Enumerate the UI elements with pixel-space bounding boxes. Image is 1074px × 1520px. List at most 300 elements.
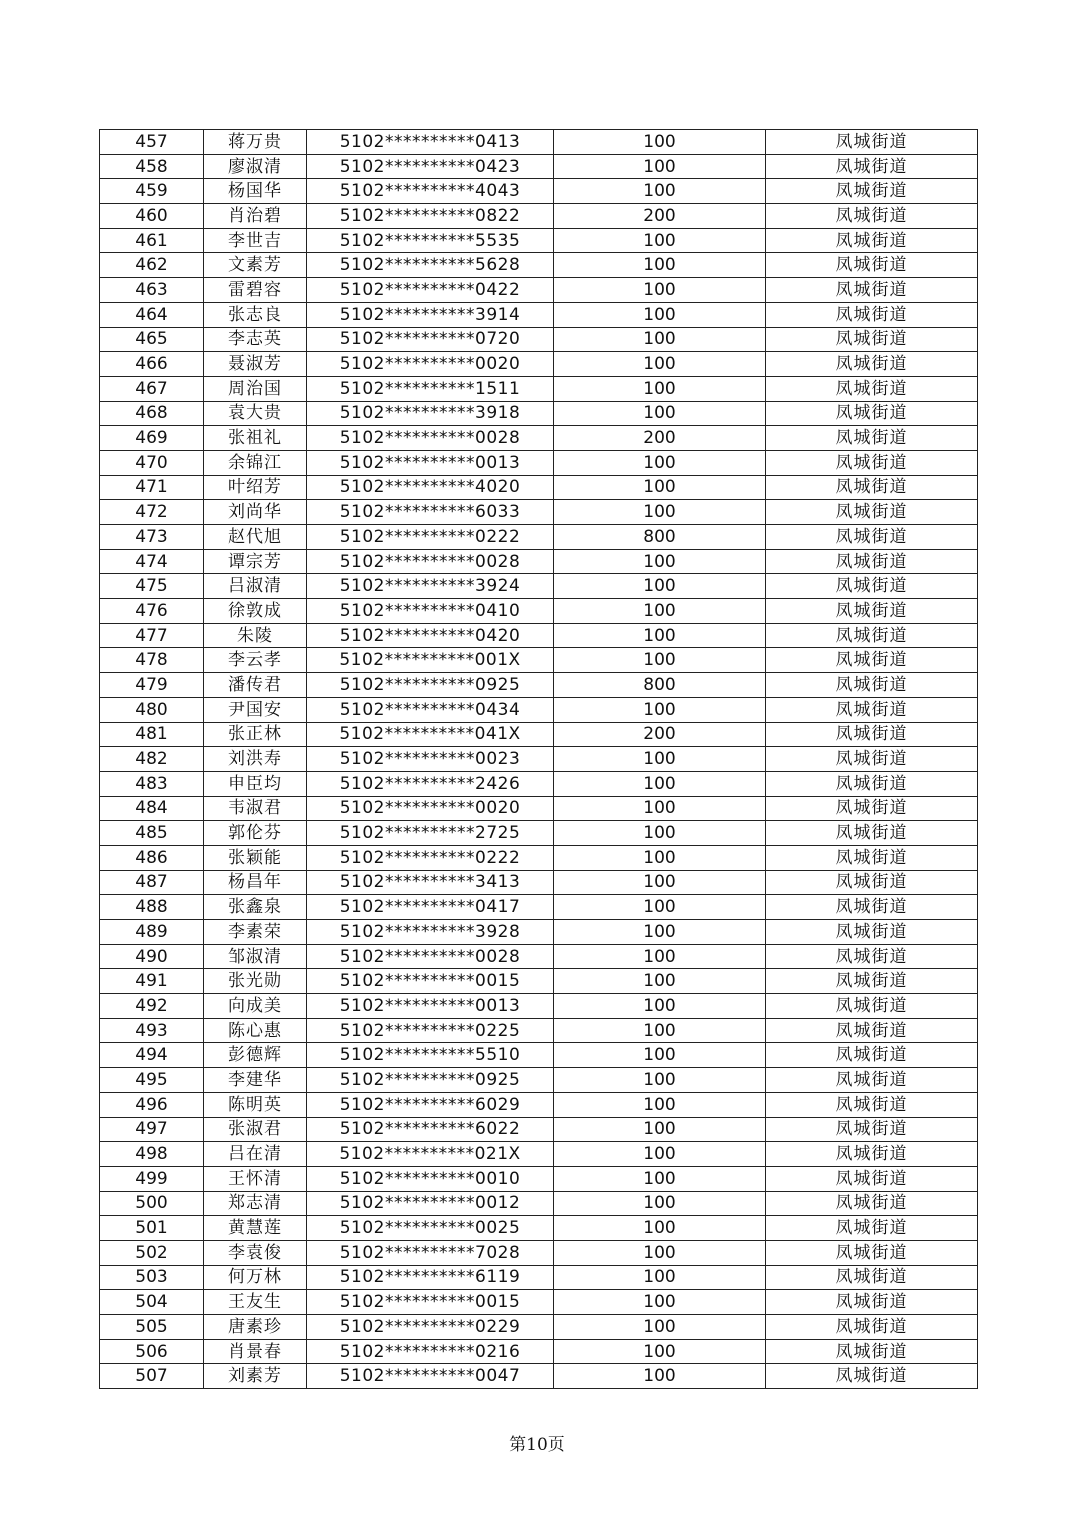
row-number-cell: 476: [100, 599, 204, 624]
id-number-cell: 5102**********0013: [307, 994, 554, 1019]
name-cell: 张鑫泉: [204, 895, 307, 920]
id-number-cell: 5102**********2725: [307, 821, 554, 846]
amount-cell: 100: [554, 920, 766, 945]
row-number-cell: 463: [100, 278, 204, 303]
area-cell: 凤城街道: [766, 130, 978, 155]
area-cell: 凤城街道: [766, 944, 978, 969]
table-row: [100, 648, 978, 673]
id-number-cell: 5102**********0720: [307, 327, 554, 352]
table-row: [100, 1339, 978, 1364]
row-number-cell: 457: [100, 130, 204, 155]
table-row: [100, 845, 978, 870]
amount-cell: 100: [554, 1018, 766, 1043]
row-number-cell: 495: [100, 1068, 204, 1093]
table-row: [100, 920, 978, 945]
table-row: [100, 1166, 978, 1191]
row-number-cell: 497: [100, 1117, 204, 1142]
row-number-cell: 461: [100, 228, 204, 253]
name-cell: 李素荣: [204, 920, 307, 945]
name-cell: 邹淑清: [204, 944, 307, 969]
amount-cell: 100: [554, 895, 766, 920]
id-number-cell: 5102**********0822: [307, 204, 554, 229]
name-cell: 陈心惠: [204, 1018, 307, 1043]
name-cell: 徐敦成: [204, 599, 307, 624]
amount-cell: 100: [554, 1142, 766, 1167]
area-cell: 凤城街道: [766, 1018, 978, 1043]
name-cell: 余锦江: [204, 450, 307, 475]
area-cell: 凤城街道: [766, 1068, 978, 1093]
id-number-cell: 5102**********1511: [307, 376, 554, 401]
name-cell: 李袁俊: [204, 1240, 307, 1265]
name-cell: 肖治碧: [204, 204, 307, 229]
amount-cell: 100: [554, 771, 766, 796]
area-cell: 凤城街道: [766, 1339, 978, 1364]
area-cell: 凤城街道: [766, 1265, 978, 1290]
table-row: [100, 1265, 978, 1290]
row-number-cell: 462: [100, 253, 204, 278]
name-cell: 陈明英: [204, 1092, 307, 1117]
name-cell: 张正林: [204, 722, 307, 747]
amount-cell: 100: [554, 1216, 766, 1241]
area-cell: 凤城街道: [766, 376, 978, 401]
amount-cell: 100: [554, 1092, 766, 1117]
table-row: [100, 426, 978, 451]
name-cell: 叶绍芳: [204, 475, 307, 500]
amount-cell: 100: [554, 870, 766, 895]
id-number-cell: 5102**********0025: [307, 1216, 554, 1241]
name-cell: 杨昌年: [204, 870, 307, 895]
area-cell: 凤城街道: [766, 450, 978, 475]
table-row: [100, 352, 978, 377]
name-cell: 谭宗芳: [204, 549, 307, 574]
name-cell: 李世吉: [204, 228, 307, 253]
row-number-cell: 488: [100, 895, 204, 920]
id-number-cell: 5102**********0047: [307, 1364, 554, 1389]
row-number-cell: 486: [100, 845, 204, 870]
amount-cell: 100: [554, 352, 766, 377]
amount-cell: 200: [554, 426, 766, 451]
table-row: [100, 1092, 978, 1117]
row-number-cell: 466: [100, 352, 204, 377]
roster-table: [99, 129, 978, 1389]
table-row: [100, 500, 978, 525]
row-number-cell: 471: [100, 475, 204, 500]
id-number-cell: 5102**********4043: [307, 179, 554, 204]
name-cell: 唐素珍: [204, 1315, 307, 1340]
name-cell: 朱陵: [204, 623, 307, 648]
amount-cell: 100: [554, 475, 766, 500]
area-cell: 凤城街道: [766, 475, 978, 500]
row-number-cell: 467: [100, 376, 204, 401]
name-cell: 尹国安: [204, 697, 307, 722]
amount-cell: 800: [554, 673, 766, 698]
amount-cell: 100: [554, 1339, 766, 1364]
id-number-cell: 5102**********5510: [307, 1043, 554, 1068]
table-row: [100, 204, 978, 229]
page-number: 第10页: [509, 1435, 565, 1455]
amount-cell: 100: [554, 574, 766, 599]
amount-cell: 100: [554, 1191, 766, 1216]
area-cell: 凤城街道: [766, 352, 978, 377]
amount-cell: 100: [554, 623, 766, 648]
area-cell: 凤城街道: [766, 1117, 978, 1142]
amount-cell: 100: [554, 376, 766, 401]
row-number-cell: 469: [100, 426, 204, 451]
area-cell: 凤城街道: [766, 1315, 978, 1340]
name-cell: 蒋万贵: [204, 130, 307, 155]
area-cell: 凤城街道: [766, 1364, 978, 1389]
table-row: [100, 623, 978, 648]
table-row: [100, 1315, 978, 1340]
table-row: [100, 549, 978, 574]
amount-cell: 100: [554, 278, 766, 303]
row-number-cell: 477: [100, 623, 204, 648]
area-cell: 凤城街道: [766, 1142, 978, 1167]
table-row: [100, 821, 978, 846]
id-number-cell: 5102**********4020: [307, 475, 554, 500]
row-number-cell: 478: [100, 648, 204, 673]
id-number-cell: 5102**********5535: [307, 228, 554, 253]
area-cell: 凤城街道: [766, 179, 978, 204]
area-cell: 凤城街道: [766, 969, 978, 994]
row-number-cell: 481: [100, 722, 204, 747]
id-number-cell: 5102**********0020: [307, 796, 554, 821]
row-number-cell: 501: [100, 1216, 204, 1241]
name-cell: 吕淑清: [204, 574, 307, 599]
area-cell: 凤城街道: [766, 549, 978, 574]
row-number-cell: 473: [100, 525, 204, 550]
amount-cell: 100: [554, 796, 766, 821]
table-row: [100, 944, 978, 969]
area-cell: 凤城街道: [766, 895, 978, 920]
table-row: [100, 673, 978, 698]
area-cell: 凤城街道: [766, 771, 978, 796]
id-number-cell: 5102**********0925: [307, 1068, 554, 1093]
name-cell: 何万林: [204, 1265, 307, 1290]
amount-cell: 100: [554, 1117, 766, 1142]
name-cell: 张祖礼: [204, 426, 307, 451]
id-number-cell: 5102**********0023: [307, 747, 554, 772]
area-cell: 凤城街道: [766, 500, 978, 525]
amount-cell: 100: [554, 1240, 766, 1265]
row-number-cell: 496: [100, 1092, 204, 1117]
amount-cell: 100: [554, 450, 766, 475]
area-cell: 凤城街道: [766, 204, 978, 229]
name-cell: 刘洪寿: [204, 747, 307, 772]
table-row: [100, 376, 978, 401]
amount-cell: 100: [554, 994, 766, 1019]
name-cell: 王怀清: [204, 1166, 307, 1191]
table-row: [100, 327, 978, 352]
id-number-cell: 5102**********0229: [307, 1315, 554, 1340]
area-cell: 凤城街道: [766, 599, 978, 624]
table-row: [100, 796, 978, 821]
table-row: [100, 1117, 978, 1142]
area-cell: 凤城街道: [766, 1092, 978, 1117]
amount-cell: 100: [554, 1315, 766, 1340]
table-row: [100, 722, 978, 747]
name-cell: 杨国华: [204, 179, 307, 204]
id-number-cell: 5102**********0434: [307, 697, 554, 722]
table-row: [100, 697, 978, 722]
amount-cell: 100: [554, 228, 766, 253]
area-cell: 凤城街道: [766, 722, 978, 747]
name-cell: 刘尚华: [204, 500, 307, 525]
amount-cell: 200: [554, 722, 766, 747]
row-number-cell: 490: [100, 944, 204, 969]
area-cell: 凤城街道: [766, 278, 978, 303]
area-cell: 凤城街道: [766, 920, 978, 945]
row-number-cell: 464: [100, 302, 204, 327]
name-cell: 彭德辉: [204, 1043, 307, 1068]
row-number-cell: 492: [100, 994, 204, 1019]
row-number-cell: 498: [100, 1142, 204, 1167]
table-row: [100, 1068, 978, 1093]
id-number-cell: 5102**********0925: [307, 673, 554, 698]
area-cell: 凤城街道: [766, 994, 978, 1019]
id-number-cell: 5102**********0423: [307, 154, 554, 179]
id-number-cell: 5102**********0010: [307, 1166, 554, 1191]
id-number-cell: 5102**********3924: [307, 574, 554, 599]
id-number-cell: 5102**********7028: [307, 1240, 554, 1265]
id-number-cell: 5102**********0028: [307, 549, 554, 574]
name-cell: 李志英: [204, 327, 307, 352]
area-cell: 凤城街道: [766, 747, 978, 772]
amount-cell: 100: [554, 969, 766, 994]
table-row: [100, 1043, 978, 1068]
table-row: [100, 525, 978, 550]
area-cell: 凤城街道: [766, 1043, 978, 1068]
id-number-cell: 5102**********0028: [307, 944, 554, 969]
table-row: [100, 895, 978, 920]
table-row: [100, 1018, 978, 1043]
row-number-cell: 489: [100, 920, 204, 945]
table-row: [100, 253, 978, 278]
amount-cell: 100: [554, 747, 766, 772]
name-cell: 向成美: [204, 994, 307, 1019]
table-row: [100, 1142, 978, 1167]
row-number-cell: 504: [100, 1290, 204, 1315]
id-number-cell: 5102**********0417: [307, 895, 554, 920]
table-row: [100, 450, 978, 475]
amount-cell: 100: [554, 500, 766, 525]
table-row: [100, 401, 978, 426]
name-cell: 肖景春: [204, 1339, 307, 1364]
amount-cell: 100: [554, 1290, 766, 1315]
name-cell: 韦淑君: [204, 796, 307, 821]
id-number-cell: 5102**********0422: [307, 278, 554, 303]
amount-cell: 100: [554, 130, 766, 155]
area-cell: 凤城街道: [766, 1166, 978, 1191]
amount-cell: 100: [554, 549, 766, 574]
table-row: [100, 179, 978, 204]
name-cell: 张颖能: [204, 845, 307, 870]
amount-cell: 100: [554, 401, 766, 426]
name-cell: 廖淑清: [204, 154, 307, 179]
row-number-cell: 506: [100, 1339, 204, 1364]
amount-cell: 100: [554, 327, 766, 352]
id-number-cell: 5102**********0410: [307, 599, 554, 624]
name-cell: 袁大贵: [204, 401, 307, 426]
table-row: [100, 574, 978, 599]
id-number-cell: 5102**********0420: [307, 623, 554, 648]
id-number-cell: 5102**********6033: [307, 500, 554, 525]
id-number-cell: 5102**********0225: [307, 1018, 554, 1043]
row-number-cell: 484: [100, 796, 204, 821]
amount-cell: 100: [554, 1265, 766, 1290]
roster-table-body: [100, 130, 978, 1389]
area-cell: 凤城街道: [766, 870, 978, 895]
row-number-cell: 459: [100, 179, 204, 204]
amount-cell: 200: [554, 204, 766, 229]
table-row: [100, 1191, 978, 1216]
id-number-cell: 5102**********0015: [307, 969, 554, 994]
row-number-cell: 500: [100, 1191, 204, 1216]
id-number-cell: 5102**********6029: [307, 1092, 554, 1117]
name-cell: 申臣均: [204, 771, 307, 796]
area-cell: 凤城街道: [766, 1216, 978, 1241]
table-row: [100, 475, 978, 500]
amount-cell: 800: [554, 525, 766, 550]
area-cell: 凤城街道: [766, 623, 978, 648]
row-number-cell: 472: [100, 500, 204, 525]
name-cell: 赵代旭: [204, 525, 307, 550]
id-number-cell: 5102**********2426: [307, 771, 554, 796]
area-cell: 凤城街道: [766, 1290, 978, 1315]
id-number-cell: 5102**********0222: [307, 845, 554, 870]
name-cell: 郑志清: [204, 1191, 307, 1216]
row-number-cell: 499: [100, 1166, 204, 1191]
area-cell: 凤城街道: [766, 648, 978, 673]
id-number-cell: 5102**********0012: [307, 1191, 554, 1216]
table-row: [100, 969, 978, 994]
id-number-cell: 5102**********6119: [307, 1265, 554, 1290]
area-cell: 凤城街道: [766, 845, 978, 870]
amount-cell: 100: [554, 845, 766, 870]
row-number-cell: 470: [100, 450, 204, 475]
area-cell: 凤城街道: [766, 302, 978, 327]
area-cell: 凤城街道: [766, 574, 978, 599]
row-number-cell: 482: [100, 747, 204, 772]
row-number-cell: 494: [100, 1043, 204, 1068]
table-row: [100, 771, 978, 796]
id-number-cell: 5102**********0028: [307, 426, 554, 451]
id-number-cell: 5102**********3918: [307, 401, 554, 426]
name-cell: 张光勋: [204, 969, 307, 994]
area-cell: 凤城街道: [766, 821, 978, 846]
amount-cell: 100: [554, 1364, 766, 1389]
row-number-cell: 479: [100, 673, 204, 698]
table-row: [100, 747, 978, 772]
name-cell: 王友生: [204, 1290, 307, 1315]
row-number-cell: 503: [100, 1265, 204, 1290]
amount-cell: 100: [554, 154, 766, 179]
area-cell: 凤城街道: [766, 154, 978, 179]
area-cell: 凤城街道: [766, 697, 978, 722]
id-number-cell: 5102**********001X: [307, 648, 554, 673]
amount-cell: 100: [554, 944, 766, 969]
row-number-cell: 502: [100, 1240, 204, 1265]
table-row: [100, 1364, 978, 1389]
name-cell: 黄慧莲: [204, 1216, 307, 1241]
table-row: [100, 1216, 978, 1241]
area-cell: 凤城街道: [766, 426, 978, 451]
name-cell: 郭伦芬: [204, 821, 307, 846]
amount-cell: 100: [554, 179, 766, 204]
name-cell: 潘传君: [204, 673, 307, 698]
row-number-cell: 475: [100, 574, 204, 599]
id-number-cell: 5102**********0020: [307, 352, 554, 377]
amount-cell: 100: [554, 1166, 766, 1191]
area-cell: 凤城街道: [766, 327, 978, 352]
table-row: [100, 154, 978, 179]
amount-cell: 100: [554, 302, 766, 327]
table-row: [100, 278, 978, 303]
id-number-cell: 5102**********6022: [307, 1117, 554, 1142]
amount-cell: 100: [554, 821, 766, 846]
id-number-cell: 5102**********0216: [307, 1339, 554, 1364]
area-cell: 凤城街道: [766, 525, 978, 550]
table-row: [100, 994, 978, 1019]
row-number-cell: 458: [100, 154, 204, 179]
id-number-cell: 5102**********5628: [307, 253, 554, 278]
area-cell: 凤城街道: [766, 401, 978, 426]
table-row: [100, 130, 978, 155]
id-number-cell: 5102**********0015: [307, 1290, 554, 1315]
row-number-cell: 468: [100, 401, 204, 426]
row-number-cell: 480: [100, 697, 204, 722]
table-row: [100, 302, 978, 327]
name-cell: 雷碧容: [204, 278, 307, 303]
row-number-cell: 491: [100, 969, 204, 994]
table-row: [100, 599, 978, 624]
area-cell: 凤城街道: [766, 253, 978, 278]
id-number-cell: 5102**********3914: [307, 302, 554, 327]
name-cell: 吕在清: [204, 1142, 307, 1167]
id-number-cell: 5102**********041X: [307, 722, 554, 747]
id-number-cell: 5102**********0413: [307, 130, 554, 155]
name-cell: 张志良: [204, 302, 307, 327]
row-number-cell: 493: [100, 1018, 204, 1043]
amount-cell: 100: [554, 599, 766, 624]
name-cell: 刘素芳: [204, 1364, 307, 1389]
row-number-cell: 474: [100, 549, 204, 574]
area-cell: 凤城街道: [766, 1240, 978, 1265]
id-number-cell: 5102**********0013: [307, 450, 554, 475]
amount-cell: 100: [554, 253, 766, 278]
name-cell: 文素芳: [204, 253, 307, 278]
table-row: [100, 1290, 978, 1315]
row-number-cell: 465: [100, 327, 204, 352]
row-number-cell: 505: [100, 1315, 204, 1340]
row-number-cell: 483: [100, 771, 204, 796]
area-cell: 凤城街道: [766, 796, 978, 821]
row-number-cell: 460: [100, 204, 204, 229]
name-cell: 聂淑芳: [204, 352, 307, 377]
row-number-cell: 487: [100, 870, 204, 895]
table-row: [100, 228, 978, 253]
table-row: [100, 870, 978, 895]
row-number-cell: 507: [100, 1364, 204, 1389]
id-number-cell: 5102**********3928: [307, 920, 554, 945]
amount-cell: 100: [554, 1043, 766, 1068]
row-number-cell: 485: [100, 821, 204, 846]
name-cell: 李建华: [204, 1068, 307, 1093]
amount-cell: 100: [554, 648, 766, 673]
id-number-cell: 5102**********021X: [307, 1142, 554, 1167]
amount-cell: 100: [554, 697, 766, 722]
id-number-cell: 5102**********3413: [307, 870, 554, 895]
